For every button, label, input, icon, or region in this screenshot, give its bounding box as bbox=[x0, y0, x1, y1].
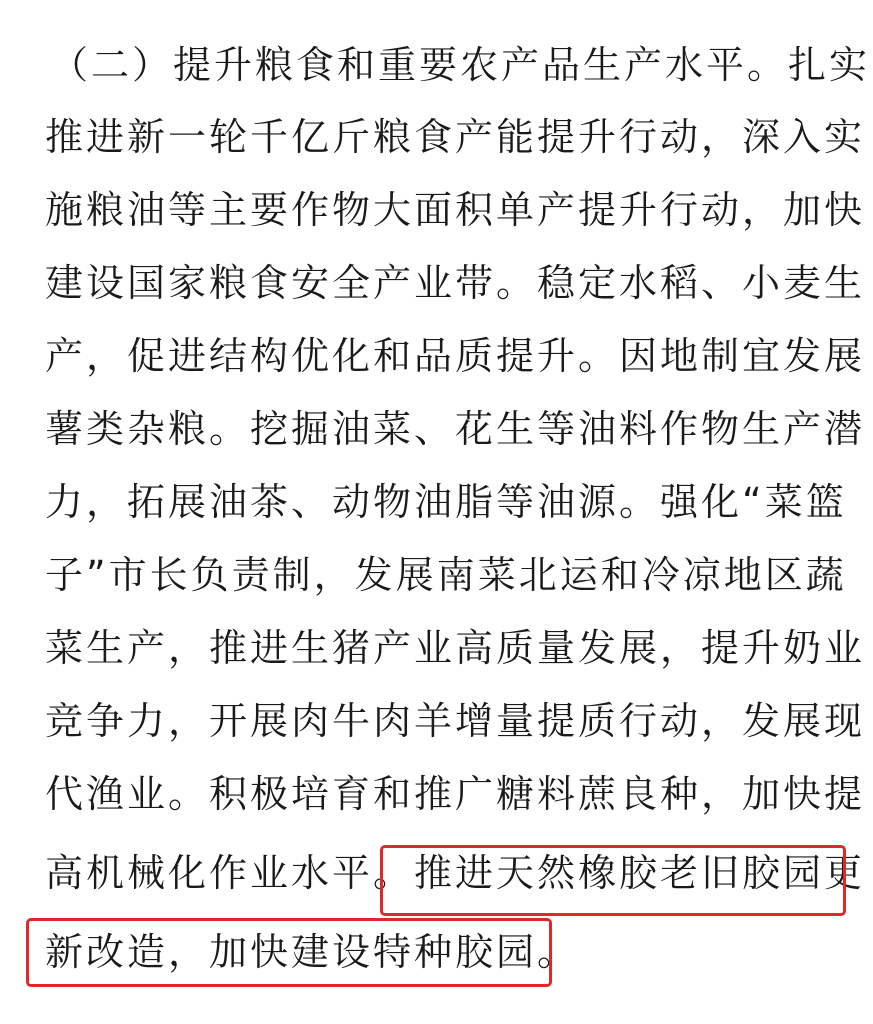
text-line-2: 推进新一轮千亿斤粮食产能提升行动，深入实 bbox=[45, 115, 866, 159]
highlight-box-first-line bbox=[380, 845, 846, 916]
text-line-9: 菜生产，推进生猪产业高质量发展，提升奶业 bbox=[45, 626, 866, 670]
text-line-6: 薯类杂粮。挖掘油菜、花生等油料作物生产潜 bbox=[45, 407, 866, 451]
text-line-13: 新改造，加快建设特种胶园。 bbox=[45, 930, 579, 974]
highlight-box-second-line bbox=[26, 918, 552, 987]
text-line-7: 力，拓展油茶、动物油脂等油源。强化“菜篮 bbox=[45, 480, 847, 524]
text-line-8: 子”市长负责制，发展南菜北运和冷凉地区蔬 bbox=[45, 553, 847, 597]
text-line-12: 高机械化作业水平。推进天然橡胶老旧胶园更 bbox=[45, 851, 866, 895]
text-line-1: （二）提升粮食和重要农产品生产水平。扎实 bbox=[50, 43, 871, 87]
text-line-5: 产，促进结构优化和品质提升。因地制宜发展 bbox=[45, 334, 866, 378]
text-line-11: 代渔业。积极培育和推广糖料蔗良种，加快提 bbox=[45, 772, 866, 816]
text-line-10: 竞争力，开展肉牛肉羊增量提质行动，发展现 bbox=[45, 699, 866, 743]
text-line-3: 施粮油等主要作物大面积单产提升行动，加快 bbox=[45, 188, 866, 232]
text-line-4: 建设国家粮食安全产业带。稳定水稻、小麦生 bbox=[45, 261, 866, 305]
